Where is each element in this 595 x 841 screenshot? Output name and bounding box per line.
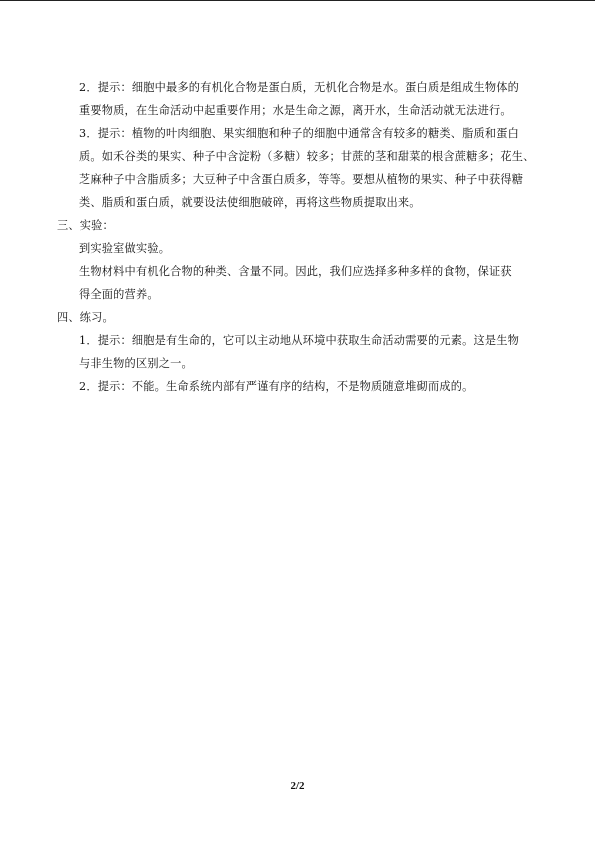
page-number: 2/2 [290,780,305,792]
text-line: 与非生物的区别之一。 [79,357,193,370]
document-body [57,76,543,398]
paragraph-answer-3-plant-cells [57,122,543,214]
paragraph-nutrition [57,260,543,306]
text-line: 3．提示：植物的叶肉细胞、果实细胞和种子的细胞中通常含有较多的糖类、脂质和蛋白 [79,127,520,140]
text-line: 得全面的营养。 [79,288,159,301]
paragraph-do-experiment [57,237,543,260]
heading-text: 四、练习。 [57,311,114,324]
text-line: 2．提示：细胞中最多的有机化合物是蛋白质，无机化合物是水。蛋白质是组成生物体的 [79,81,520,94]
paragraph-practice-1 [57,329,543,375]
text-line: 重要物质，在生命活动中起重要作用；水是生命之源，离开水，生命活动就无法进行。 [79,104,512,117]
text-line: 到实验室做实验。 [79,242,171,255]
section-heading-practice [57,306,543,329]
text-line: 芝麻种子中含脂质多；大豆种子中含蛋白质多，等等。要想从植物的果实、种子中获得糖 [79,173,524,186]
heading-text: 三、实验： [57,219,114,232]
paragraph-answer-2-organic-compounds [57,76,543,122]
text-line: 2．提示：不能。生命系统内部有严谨有序的结构，不是物质随意堆砌而成的。 [79,380,474,393]
text-line: 质。如禾谷类的果实、种子中含淀粉（多糖）较多；甘蔗的茎和甜菜的根含蔗糖多；花生、 [79,150,535,163]
text-line: 1．提示：细胞是有生命的，它可以主动地从环境中获取生命活动需要的元素。这是生物 [79,334,520,347]
text-line: 类、脂质和蛋白质，就要设法使细胞破碎，再将这些物质提取出来。 [79,196,421,209]
section-heading-experiment [57,214,543,237]
text-line: 生物材料中有机化合物的种类、含量不同。因此，我们应选择多种多样的食物，保证获 [79,265,512,278]
top-border-line [0,0,595,1]
paragraph-practice-2 [57,375,543,398]
